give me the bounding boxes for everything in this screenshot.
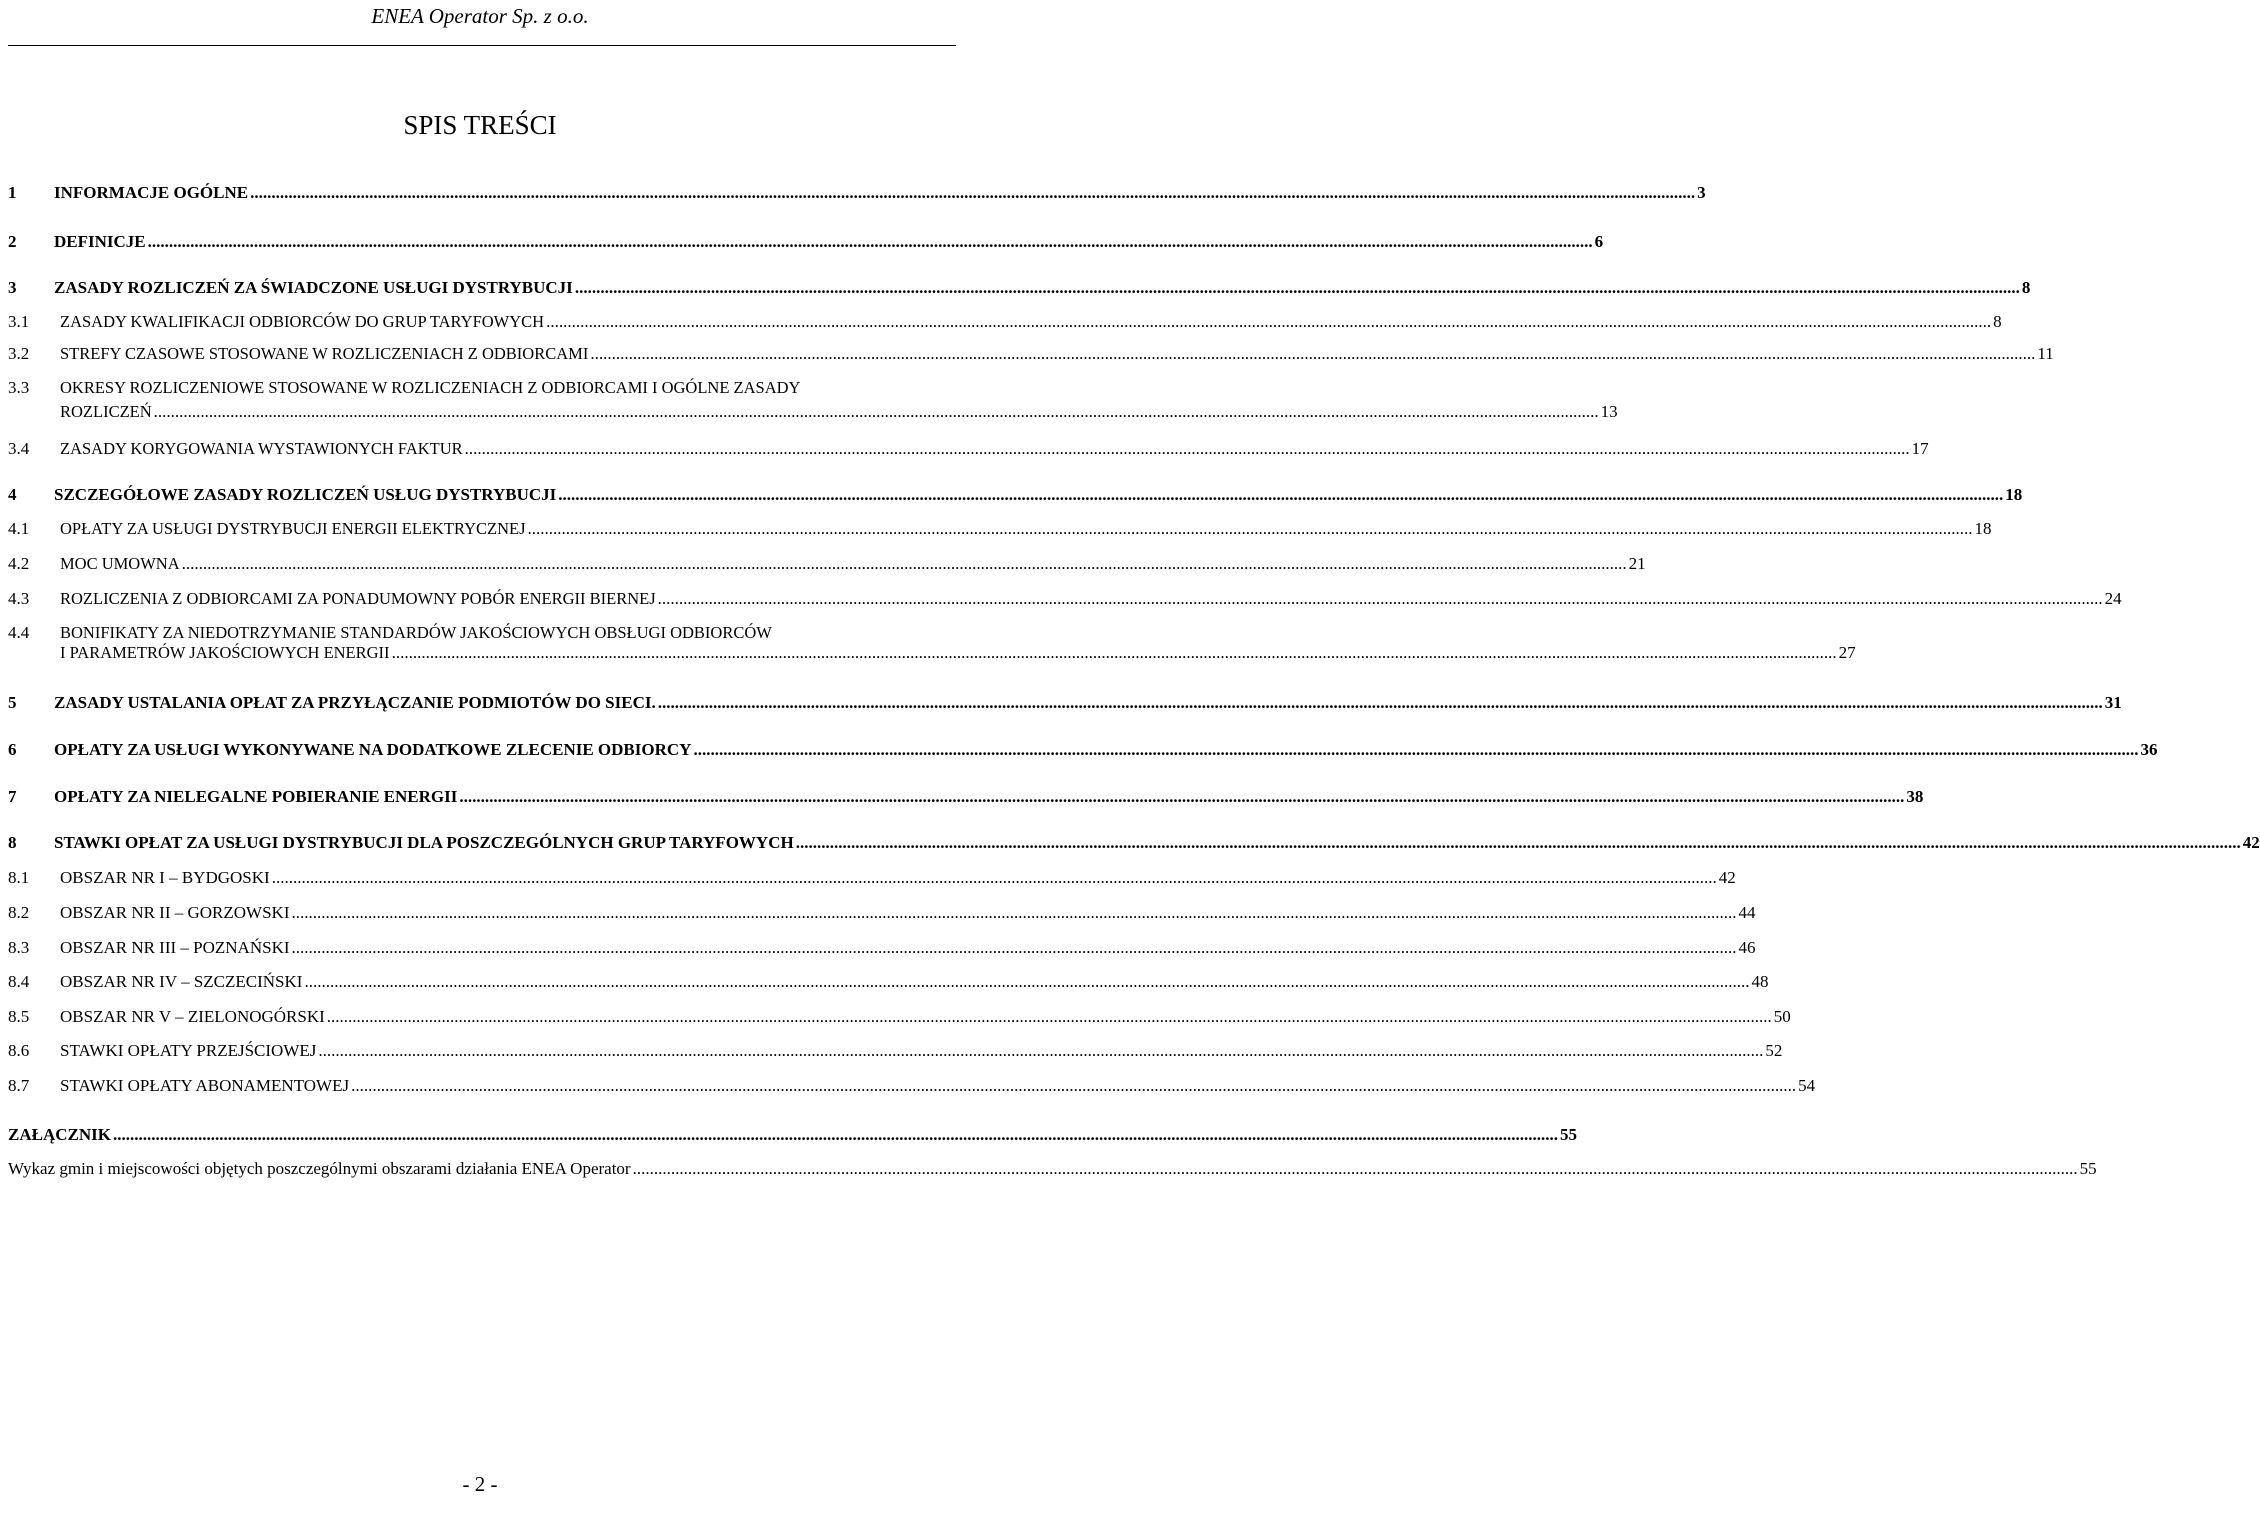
toc-title: ZAŁĄCZNIK [8, 1125, 111, 1144]
toc-number: 2 [8, 232, 17, 251]
toc-title: ZASADY ROZLICZEŃ ZA ŚWIADCZONE USŁUGI DYSTRYBUCJI [54, 278, 573, 297]
toc-page: 8 [1993, 312, 2002, 331]
toc-title: OPŁATY ZA USŁUGI DYSTRYBUCJI ENERGII ELEKTRYCZNEJ [60, 519, 526, 538]
toc-page: 13 [1600, 402, 1618, 421]
toc-title: OBSZAR NR I – BYDGOSKI [60, 868, 270, 887]
toc-entry[interactable] [8, 867, 1736, 889]
toc-entry[interactable] [8, 622, 1856, 664]
toc-page: 38 [1906, 787, 1924, 806]
toc-entry[interactable] [8, 1075, 1816, 1097]
toc-number: 8.1 [8, 868, 30, 887]
toc-leader [459, 786, 1904, 808]
toc-number: 5 [8, 693, 17, 712]
toc-title-line1: BONIFIKATY ZA NIEDOTRZYMANIE STANDARDÓW JAKOŚCIOWYCH OBSŁUGI ODBIORCÓW [60, 623, 772, 642]
toc-leader [796, 832, 2241, 854]
toc-entry[interactable] [8, 438, 1929, 460]
toc-leader [250, 182, 1695, 204]
toc-leader [528, 518, 1973, 540]
running-header: ENEA Operator Sp. z o.o. [371, 4, 589, 28]
toc-entry[interactable] [8, 518, 1992, 540]
toc-entry[interactable] [8, 553, 1646, 575]
toc-entry[interactable] [8, 1124, 1577, 1146]
toc-entry[interactable] [8, 377, 1618, 423]
toc-number: 8.7 [8, 1076, 30, 1095]
toc-entry[interactable] [8, 971, 1769, 993]
toc-entry[interactable] [8, 484, 2023, 506]
toc-title: STAWKI OPŁATY ABONAMENTOWEJ [60, 1076, 350, 1095]
toc-title: STREFY CZASOWE STOSOWANE W ROZLICZENIACH Z ODBIORCAMI [60, 344, 589, 363]
toc-title: DEFINICJE [54, 232, 146, 251]
toc-number: 8 [8, 833, 17, 852]
toc-entry[interactable] [8, 343, 2054, 365]
toc-page: 17 [1911, 439, 1929, 458]
toc-title-line1: OKRESY ROZLICZENIOWE STOSOWANE W ROZLICZENIACH Z ODBIORCAMI I OGÓLNE ZASADY [60, 378, 801, 397]
toc-page: 21 [1628, 554, 1646, 573]
toc-page: 42 [1718, 868, 1736, 887]
toc-leader [318, 1040, 1763, 1062]
toc-title: OBSZAR NR V – ZIELONOGÓRSKI [60, 1007, 325, 1026]
toc-page: 54 [1798, 1076, 1816, 1095]
toc-entry[interactable] [8, 902, 1756, 924]
toc-number: 8.2 [8, 903, 30, 922]
toc-title: SZCZEGÓŁOWE ZASADY ROZLICZEŃ USŁUG DYSTRYBUCJI [54, 485, 557, 504]
toc-number: 4 [8, 485, 17, 504]
toc-entry[interactable] [8, 832, 2260, 854]
toc-leader [633, 1158, 2078, 1180]
toc-title: OBSZAR NR IV – SZCZECIŃSKI [60, 972, 303, 991]
toc-entry[interactable] [8, 1040, 1783, 1062]
toc-page: 6 [1594, 232, 1604, 251]
toc-title: Wykaz gmin i miejscowości objętych poszczególnymi obszarami działania ENEA Operator [8, 1159, 631, 1178]
toc-title: ZASADY KORYGOWANIA WYSTAWIONYCH FAKTUR [60, 439, 463, 458]
toc-number: 4.3 [8, 589, 30, 608]
toc-number: 8.5 [8, 1007, 30, 1026]
toc-leader [658, 588, 2103, 610]
toc-number: 4.2 [8, 554, 30, 573]
toc-page: 52 [1765, 1041, 1783, 1060]
toc-title: ROZLICZENIA Z ODBIORCAMI ZA PONADUMOWNY POBÓR ENERGII BIERNEJ [60, 589, 656, 608]
toc-leader [304, 971, 1749, 993]
toc-title: STAWKI OPŁAT ZA USŁUGI DYSTRYBUCJI DLA POSZCZEGÓLNYCH GRUP TARYFOWYCH [54, 833, 794, 852]
toc-leader [272, 867, 1717, 889]
toc-page: 31 [2104, 693, 2122, 712]
toc-number: 3.4 [8, 439, 30, 458]
toc-title: ROZLICZEŃ [60, 402, 152, 421]
toc-entry[interactable] [8, 786, 1924, 808]
toc-page: 44 [1738, 903, 1756, 922]
toc-number: 7 [8, 787, 17, 806]
toc-title: STAWKI OPŁATY PRZEJŚCIOWEJ [60, 1041, 317, 1060]
toc-leader [292, 937, 1737, 959]
toc-entry[interactable] [8, 182, 1706, 204]
toc-title: ZASADY USTALANIA OPŁAT ZA PRZYŁĄCZANIE PODMIOTÓW DO SIECI. [54, 693, 656, 712]
toc-number: 8.3 [8, 938, 30, 957]
toc-leader [113, 1124, 1558, 1146]
toc-page: 55 [2079, 1159, 2097, 1178]
toc-page: 46 [1738, 938, 1756, 957]
toc-entry[interactable] [8, 739, 2158, 761]
toc-entry[interactable] [8, 692, 2122, 714]
toc-page: 18 [1974, 519, 1992, 538]
toc-title: ZASADY KWALIFIKACJI ODBIORCÓW DO GRUP TARYFOWYCH [60, 312, 545, 331]
toc-leader [327, 1006, 1772, 1028]
toc-number: 4.4 [8, 623, 30, 642]
toc-page: 50 [1773, 1007, 1791, 1026]
toc-title: I PARAMETRÓW JAKOŚCIOWYCH ENERGII [60, 643, 390, 662]
toc-title: OPŁATY ZA USŁUGI WYKONYWANE NA DODATKOWE ZLECENIE ODBIORCY [54, 740, 692, 759]
toc-number: 3.1 [8, 312, 30, 331]
toc-title: INFORMACJE OGÓLNE [54, 183, 249, 202]
toc-leader [351, 1075, 1796, 1097]
toc-page: 24 [2104, 589, 2122, 608]
toc-title: MOC UMOWNA [60, 554, 180, 573]
toc-number: 8.6 [8, 1041, 30, 1060]
toc-entry[interactable] [8, 231, 1604, 253]
toc-number: 3.2 [8, 344, 30, 363]
toc-leader [590, 343, 2035, 365]
toc-leader [182, 553, 1627, 575]
toc-number: 3.3 [8, 378, 30, 397]
toc-leader [546, 311, 1991, 333]
toc-entry[interactable] [8, 311, 2002, 333]
toc-leader [154, 401, 1599, 423]
toc-number: 6 [8, 740, 17, 759]
toc-page: 18 [2005, 485, 2023, 504]
toc-page: 27 [1838, 643, 1856, 662]
toc-page: 3 [1697, 183, 1706, 202]
toc-page: 48 [1751, 972, 1769, 991]
toc-number: 8.4 [8, 972, 30, 991]
toc-number: 3 [8, 278, 17, 297]
toc-page: 55 [1559, 1125, 1577, 1144]
toc-page: 42 [2242, 833, 2260, 852]
toc-title: OBSZAR NR II – GORZOWSKI [60, 903, 290, 922]
toc-leader [392, 642, 1837, 664]
page-number: - 2 - [462, 1472, 498, 1496]
toc-entry[interactable] [8, 1158, 2097, 1180]
toc-page: 11 [2037, 344, 2054, 363]
toc-page: 36 [2140, 740, 2158, 759]
toc-leader [575, 277, 2020, 299]
toc-page: 8 [2021, 278, 2031, 297]
toc-leader [693, 739, 2138, 761]
toc-leader [148, 231, 1593, 253]
toc-title: OPŁATY ZA NIELEGALNE POBIERANIE ENERGII [54, 787, 458, 806]
toc-leader [558, 484, 2003, 506]
toc-entry[interactable] [8, 588, 2122, 610]
page-title: SPIS TREŚCI [403, 110, 557, 140]
toc-title: OBSZAR NR III – POZNAŃSKI [60, 938, 290, 957]
toc-entry[interactable] [8, 937, 1756, 959]
toc-leader [465, 438, 1910, 460]
toc-entry[interactable] [8, 277, 2031, 299]
toc-entry[interactable] [8, 1006, 1791, 1028]
toc-leader [658, 692, 2103, 714]
toc-number: 4.1 [8, 519, 30, 538]
toc-number: 1 [8, 183, 17, 202]
toc-leader [292, 902, 1737, 924]
